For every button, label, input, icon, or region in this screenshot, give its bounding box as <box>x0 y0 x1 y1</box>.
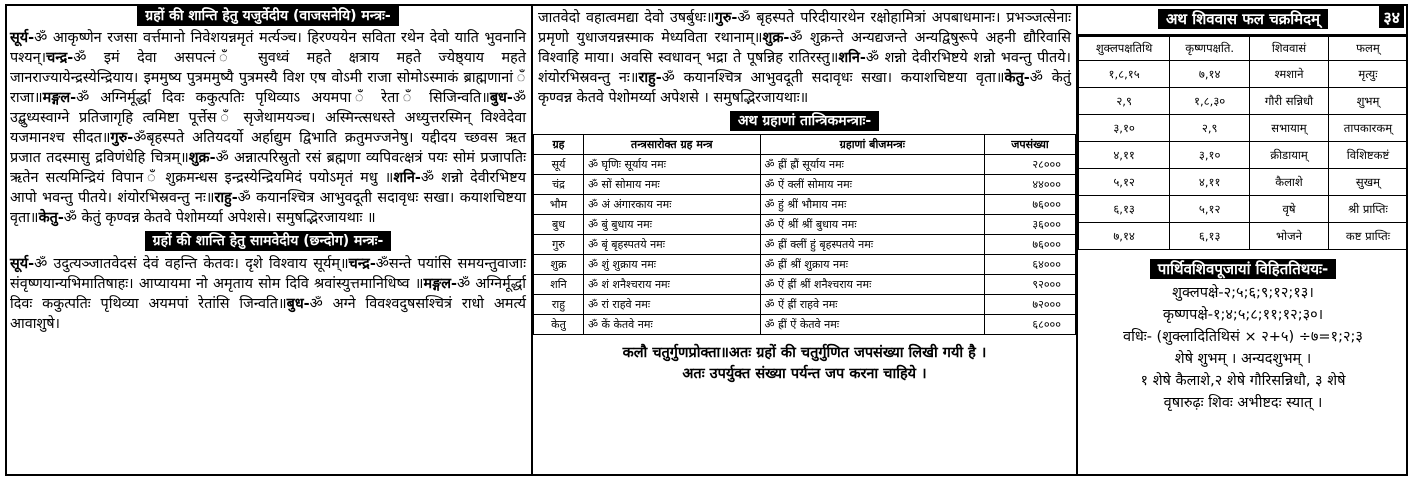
table-cell: वृषे <box>1250 196 1329 223</box>
table-header-cell: ग्रह <box>534 135 584 155</box>
parthiva-line: वृषारुढ़ः शिवः अभीष्टदः स्यात् । <box>1163 395 1323 411</box>
graha-label: मङ्गल- <box>423 276 457 292</box>
table-cell: ॐ ह्रीं ह्रौं सूर्याय नमः <box>760 155 985 175</box>
table-cell: ॐ ऐं श्रीं श्रीं बुधाय नमः <box>760 215 985 235</box>
parthiva-line: कृष्णपक्षे-१;४;५;८;११;१२;३०। <box>1162 307 1324 323</box>
table-header-cell: शुक्लपक्षतिथि <box>1079 37 1170 61</box>
mantra-text: ॐ शुक्रन्ते अन्यद्यजन्ते अन्यद्विषुरूपे अहनी द्यौरिवासि विश्वाहि माया। अवसि स्वधावन् भद्रा ते पूषन्निह रातिरस्तु॥ <box>538 30 1071 66</box>
table-cell: ९२००० <box>985 275 1076 295</box>
table-cell: ७६००० <box>985 235 1076 255</box>
table-cell: सूर्य <box>534 155 584 175</box>
table-cell: श्री प्राप्तिः <box>1328 196 1407 223</box>
table-row <box>534 155 1076 175</box>
table-cell: शनि <box>534 275 584 295</box>
table-cell: सभायाम् <box>1250 115 1329 142</box>
table-header-cell: फलम् <box>1328 37 1407 61</box>
graha-label: बुध- <box>489 90 513 106</box>
table-header-cell: कृष्णपक्षति. <box>1170 37 1250 61</box>
tantrik-header-bar <box>533 110 1076 132</box>
table-cell: ४४००० <box>985 175 1076 195</box>
table-cell: शुक्र <box>534 255 584 275</box>
sama-mantras <box>5 254 531 334</box>
mantra-text: ॐ शन्नो देवीरभिष्टय आपो भवन्तु पीतये। शंयोरभिस्रवन्तु नः॥ <box>10 170 527 206</box>
table-row <box>534 235 1076 255</box>
graha-label: चन्द्र- <box>348 256 376 272</box>
table-cell: विशिष्टकष्टं <box>1328 142 1407 169</box>
table-cell: ६,१३ <box>1079 196 1170 223</box>
table-header-cell: ग्रहाणां बीजमन्त्रः <box>760 135 985 155</box>
graha-label: शनि- <box>393 170 421 186</box>
table-cell: भौम <box>534 195 584 215</box>
tantrik-header: अथ ग्रहाणां तान्त्रिकमन्त्राः- <box>730 111 879 131</box>
table-cell: ७२००० <box>985 295 1076 315</box>
table-cell: ३,१० <box>1170 142 1250 169</box>
mantra-text: ॐ केतुं कृण्वन्न केतवे पेशोमर्य्या अपेशसे। समुषद्भिरजायथाः ॥ <box>63 210 376 226</box>
table-cell: ७,१४ <box>1079 223 1170 250</box>
table-cell: ६८००० <box>985 315 1076 335</box>
mantra-text: ॐ अन्नात्परिस्रुतो रसं ब्रह्मणा व्यपिवत्क्षत्रं पयः सोमं प्रजापतिः ऋतेन सत्यमिन्द्रियं विपान ँ शुक्रमन्धस इन्द्रस्येन्द्रियमिदं पयोऽमृतं मधु ॥ <box>10 150 526 186</box>
mantra-text: ॐ इमं देवा असपत्नं ँ सुवध्वं महते क्षत्राय महते ज्येष्ठ्याय महते जानराज्यायेन्द्रस्येन्द्रियाय। इममुष्य पुत्रममुष्यै पुत्रमस्यै विश एष वोऽमी राजा सोमोऽस्माकं ब्राह्मणानां ँ राजा॥ <box>10 50 526 106</box>
mantra-text: ॐसन्ते पयांसि समयन्तुवाजाः संवृष्णयान्यभिमातिषाहः। आप्यायमा नो अमृताय सोम दिवि श्रवांस्युत्तमानिधिष्व ॥ <box>10 256 526 292</box>
table-cell: ॐ ऐं क्लीं सोमाय नमः <box>760 175 985 195</box>
column-yajurveda <box>5 4 533 476</box>
mantra-text: ॐ उद्बुध्यस्वाग्ने प्रतिजागृहि त्वमिष्टा पूर्त्तेस ँ सृजेथामयञ्च। अस्मिन्त्सधस्ते अध्युत्तरस्मिन् विश्वेदेवा यजमानश्च सीदत॥ <box>10 90 526 146</box>
table-cell: ॐ कें केतवे नमः <box>583 315 760 335</box>
table-cell: गुरु <box>534 235 584 255</box>
parthiva-header: पार्थिवशिवपूजायां विहिततिथयः- <box>1150 259 1337 279</box>
graha-label: केतु- <box>38 210 64 226</box>
table-row <box>534 295 1076 315</box>
graha-label: बुध- <box>286 296 310 312</box>
table-header-cell: शिववासं <box>1250 37 1329 61</box>
mantra-text: ॐ आकृष्णेन रजसा वर्त्तमानो निवेशयन्नमृतं मर्त्यञ्च। हिरण्ययेन सविता रथेन देवो याति भुवनानि पश्यन्। <box>10 30 526 66</box>
table-row <box>1079 196 1408 223</box>
table-cell: २८००० <box>985 155 1076 175</box>
table-cell: ५,१२ <box>1170 196 1250 223</box>
mantra-text: ॐबृहस्पते अतियदर्यो अर्हाद्युम द्विभाति क्रतुमज्जनेषु। यद्दीदय च्छवस ऋत प्रजात तदस्मासु द्रविणंधेहि चित्रम्॥ <box>10 130 527 166</box>
shivavas-header-bar <box>1078 4 1408 36</box>
table-cell: २,९ <box>1170 115 1250 142</box>
sama-continued-text: जातवेदो वहात्वमद्या देवो उषर्बुधः॥ <box>538 10 715 26</box>
table-cell: ॐ सों सोमाय नमः <box>583 175 760 195</box>
table-row <box>534 275 1076 295</box>
table-cell: ५,१२ <box>1079 169 1170 196</box>
table-cell: ७६००० <box>985 195 1076 215</box>
parthiva-line: शुक्लपक्षे-२;५;६;९;१२;१३। <box>1172 285 1314 301</box>
table-cell: ॐ रां राहवे नमः <box>583 295 760 315</box>
table-row <box>534 195 1076 215</box>
parthiva-line: १ शेषे कैलाशे,२ शेषे गौरिसन्निधौ, ३ शेषे <box>1140 373 1346 389</box>
mantra-text: ॐ कयानश्चित्र आभुवदूती सदावृधः सखा। कयाशचिष्टया वृता॥ <box>10 190 526 226</box>
table-cell: ॐ ऐं ह्रीं राहवे नमः <box>760 295 985 315</box>
japa-note-line2: अतः उपर्युक्त संख्या पर्यन्त जप करना चाहिये । <box>682 366 927 382</box>
yajur-header: ग्रहों की शान्ति हेतु यजुर्वेदीय (वाजसनेयि) मन्त्रः- <box>137 6 398 26</box>
graha-label: राहु- <box>638 70 662 86</box>
yajur-mantras <box>5 28 531 228</box>
graha-label: सूर्य- <box>10 256 35 272</box>
shivavas-header: अथ शिववास फल चक्रमिदम् <box>1158 9 1328 29</box>
graha-label: गुरु- <box>110 130 134 146</box>
table-cell: मृत्युः <box>1328 61 1407 88</box>
mantra-text: ॐ शन्नो देवीरभिष्टये शन्नो भवन्तु पीतये। शंयोरभिस्रवन्तु नः॥ <box>538 50 1071 86</box>
sama-continued <box>533 4 1076 108</box>
table-cell: ॐ ह्रीं ऐं केतवे नमः <box>760 315 985 335</box>
table-row <box>534 175 1076 195</box>
table-header-cell: जपसंख्या <box>985 135 1076 155</box>
table-cell: ७,१४ <box>1170 61 1250 88</box>
table-row <box>1079 115 1408 142</box>
table-cell: ३६००० <box>985 215 1076 235</box>
table-cell: भोजने <box>1250 223 1329 250</box>
table-cell: कैलाशे <box>1250 169 1329 196</box>
table-cell: ॐ ह्रीं श्रीं शुक्राय नमः <box>760 255 985 275</box>
table-cell: ॐ शं शनैश्चराय नमः <box>583 275 760 295</box>
mantra-text: ॐ अग्निर्मूर्द्धा दिवः ककुत्पतिः पृथिव्या अयमपां रेतांसि जिन्वति॥ <box>10 276 526 312</box>
table-cell: चंद्र <box>534 175 584 195</box>
table-cell: ६,१३ <box>1170 223 1250 250</box>
shivavas-table <box>1078 36 1408 250</box>
parthiva-header-bar <box>1078 258 1408 280</box>
table-cell: ॐ ह्रीं क्लीं हुं बृहस्पतये नमः <box>760 235 985 255</box>
table-header-cell: तन्त्रसारोक्त ग्रह मन्त्र <box>583 135 760 155</box>
table-row <box>1079 223 1408 250</box>
tantrik-table <box>533 134 1076 335</box>
table-cell: केतु <box>534 315 584 335</box>
table-cell: ॐ बृं बृहस्पतये नमः <box>583 235 760 255</box>
table-cell: १,८,३० <box>1170 88 1250 115</box>
graha-label: शनि- <box>838 50 866 66</box>
table-row <box>534 215 1076 235</box>
table-row <box>1079 169 1408 196</box>
mantra-text: ॐ कयानश्चित्र आभुवदूती सदावृधः सखा। कयाशचिष्टया वृता॥ <box>661 70 1005 86</box>
mantra-text: ॐ अग्ने विवश्वदुषसश्चित्रं राधो अमर्त्य आवाशुषे। <box>10 296 527 332</box>
parthiva-line: शेषे शुभम् । अन्यदशुभम् । <box>1174 351 1312 367</box>
table-cell: शुभम् <box>1328 88 1407 115</box>
japa-note-line1: कलौ चतुर्गुणप्रोक्ता॥अतः ग्रहों की चतुर्गुणित जपसंख्या लिखी गयी है । <box>622 345 987 361</box>
table-row <box>1079 88 1408 115</box>
table-cell: ४,११ <box>1170 169 1250 196</box>
table-cell: ॐ बुं बुधाय नमः <box>583 215 760 235</box>
table-cell: ४,११ <box>1079 142 1170 169</box>
table-cell: २,९ <box>1079 88 1170 115</box>
column-shivavas <box>1078 4 1408 476</box>
mantra-text: ॐ अग्निर्मूर्द्धा दिवः ककुत्पतिः पृथिव्याऽ अयमपा ँ रेता ँ सिजिन्वति॥ <box>76 90 490 106</box>
table-row <box>534 315 1076 335</box>
table-row <box>1079 61 1408 88</box>
table-cell: ॐ हुं श्रीं भौमाय नमः <box>760 195 985 215</box>
mantra-text: ॐ बृहस्पते परिदीयारथेन रक्षोहामित्रां अपबाधमानः। प्रभञ्जत्सेनाः प्रमृणो युधाजयन्नस्माक मेध्यविता रथानाम्॥ <box>538 10 1072 46</box>
table-cell: श्मशाने <box>1250 61 1329 88</box>
graha-label: सूर्य- <box>10 30 35 46</box>
mantra-text: ॐ उदुत्यञ्जातवेदसं देवं वहन्ति केतवः। दृशे विश्वाय सूर्यम्॥ <box>34 256 349 272</box>
mantra-text: ॐ केतुं कृण्वन्न केतवे पेशोमर्य्या अपेशसे । समुषद्भिरजायथाः॥ <box>538 70 1071 106</box>
table-cell: सुखम् <box>1328 169 1407 196</box>
graha-label: शुक्र- <box>188 150 216 166</box>
sama-header: ग्रहों की शान्ति हेतु सामवेदीय (छन्दोग) मन्त्रः- <box>145 231 392 251</box>
table-cell: १,८,१५ <box>1079 61 1170 88</box>
table-cell: कष्ट प्राप्तिः <box>1328 223 1407 250</box>
table-cell: ॐ घृणिः सूर्याय नमः <box>583 155 760 175</box>
table-cell: राहु <box>534 295 584 315</box>
page-number: ३४ <box>1379 6 1404 28</box>
table-cell: गौरी सन्निधौ <box>1250 88 1329 115</box>
table-cell: क्रीडायाम् <box>1250 142 1329 169</box>
graha-label: चन्द्र- <box>46 50 74 66</box>
graha-label: राहु- <box>214 190 238 206</box>
table-row <box>534 255 1076 275</box>
table-cell: ६४००० <box>985 255 1076 275</box>
graha-label: मङ्गल- <box>42 90 77 106</box>
japa-note <box>533 343 1076 385</box>
parthiva-line: वधिः- (शुक्लादितिथिसं × २+५) ÷७=१;२;३ <box>1123 329 1363 345</box>
table-cell: बुध <box>534 215 584 235</box>
yajur-header-bar <box>5 4 531 28</box>
table-cell: ३,१० <box>1079 115 1170 142</box>
sama-header-bar <box>5 230 531 252</box>
parthiva-lines <box>1078 282 1408 414</box>
graha-label: शुक्र- <box>762 30 790 46</box>
table-cell: ॐ ऐं ह्रीं श्रीं शनैश्चराय नमः <box>760 275 985 295</box>
graha-label: गुरु- <box>714 10 738 26</box>
table-row <box>1079 142 1408 169</box>
table-cell: ॐ अं अंगारकाय नमः <box>583 195 760 215</box>
table-cell: ॐ शुं शुक्राय नमः <box>583 255 760 275</box>
graha-label: केतु- <box>1004 70 1030 86</box>
table-cell: तापकारकम् <box>1328 115 1407 142</box>
column-tantrik <box>533 4 1078 476</box>
